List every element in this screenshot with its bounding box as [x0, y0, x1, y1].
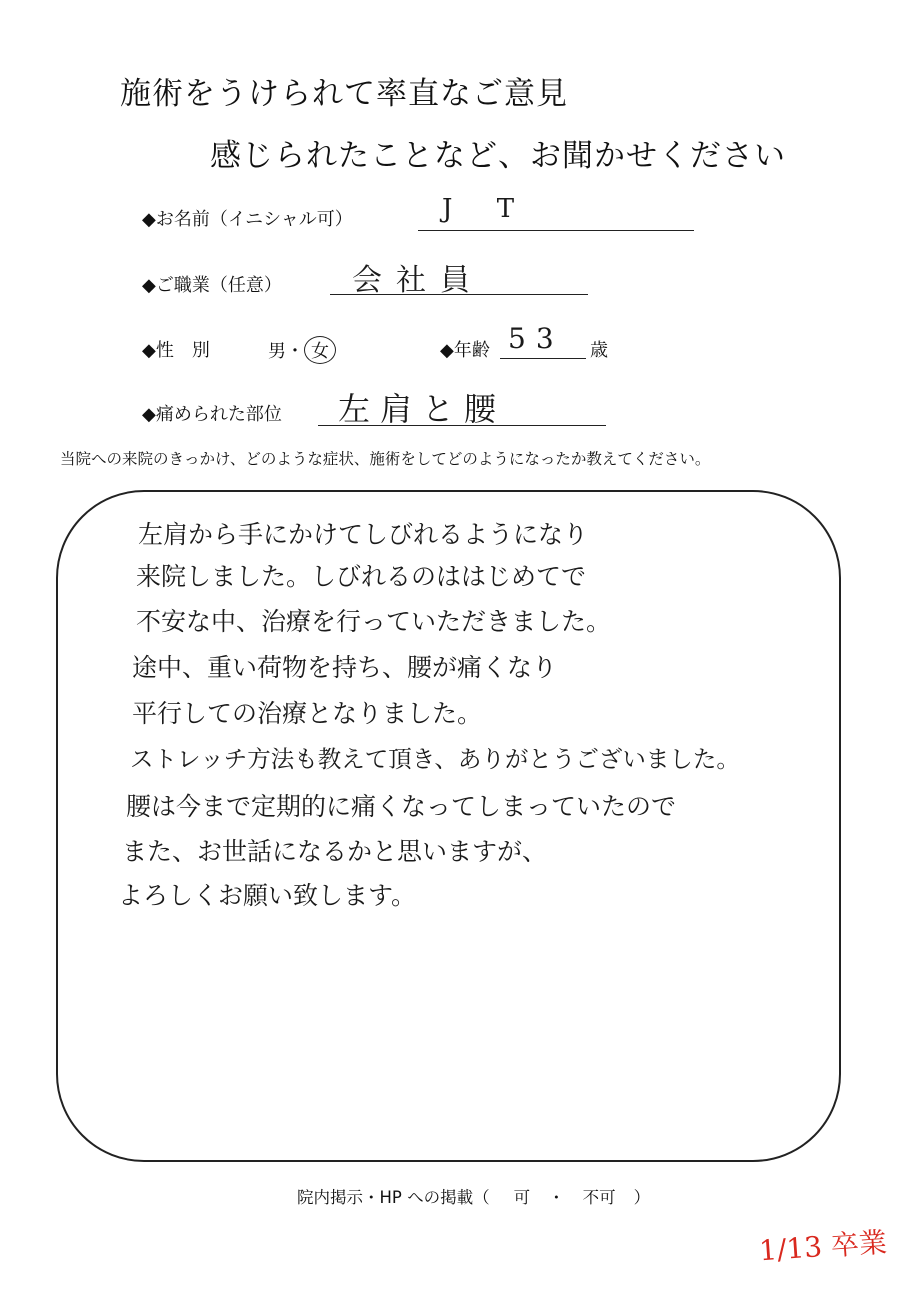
job-value: 会社員 [352, 263, 484, 298]
name-label: ◆お名前（イニシャル可） [142, 209, 353, 230]
age-label: ◆年齢 [440, 340, 490, 361]
area-value: 左肩と腰 [338, 390, 507, 428]
gender-male-option: 男 [268, 341, 286, 362]
publish-consent [297, 1184, 650, 1208]
area-label: ◆痛められた部位 [142, 404, 282, 425]
publish-no-option: 不可 [582, 1188, 616, 1207]
gender-female-option: 女 [304, 336, 336, 364]
gender-label: ◆性 別 [142, 340, 210, 361]
comment-line: よろしくお願い致します。 [118, 881, 417, 910]
age-unit: 歳 [590, 340, 608, 361]
form-title-line2: 感じられたことなど、お聞かせください [210, 138, 786, 174]
comment-line: 来院しました。しびれるのははじめてで [136, 562, 587, 591]
form-title-line1: 施術をうけられて率直なご意見 [120, 76, 568, 112]
name-value: J T [442, 194, 533, 224]
area-underline [318, 425, 606, 426]
name-underline [418, 230, 694, 231]
comment-line: 不安な中、治療を行っていただきました。 [136, 607, 612, 636]
job-label: ◆ご職業（任意） [142, 275, 282, 296]
gender-separator: ・ [286, 341, 304, 362]
job-underline [330, 294, 588, 295]
publish-consent-label: 院内掲示・HP への掲載（ [297, 1188, 490, 1207]
comment-line: また、お世話になるかと思いますが、 [122, 837, 548, 866]
comment-prompt: 当院への来院のきっかけ、どのような症状、施術をしてどのようになったか教えてください。 [60, 450, 711, 468]
publish-close-paren: ） [633, 1188, 651, 1207]
comment-line: 腰は今まで定期的に痛くなってしまっていたので [126, 792, 677, 821]
comment-line: 平行しての治療となりました。 [132, 699, 483, 728]
publish-yes-option: 可 [513, 1188, 531, 1207]
comment-line: ストレッチ方法も教えて頂き、ありがとうございました。 [130, 745, 740, 773]
comment-line: 途中、重い荷物を持ち、腰が痛くなり [132, 653, 558, 682]
publish-separator: ・ [548, 1188, 565, 1207]
gender-options [268, 336, 336, 364]
age-underline [500, 358, 586, 359]
age-value: 53 [508, 322, 564, 355]
comment-line: 左肩から手にかけてしびれるようになり [138, 520, 589, 549]
graduation-note: 1/13 卒業 [758, 1225, 889, 1268]
